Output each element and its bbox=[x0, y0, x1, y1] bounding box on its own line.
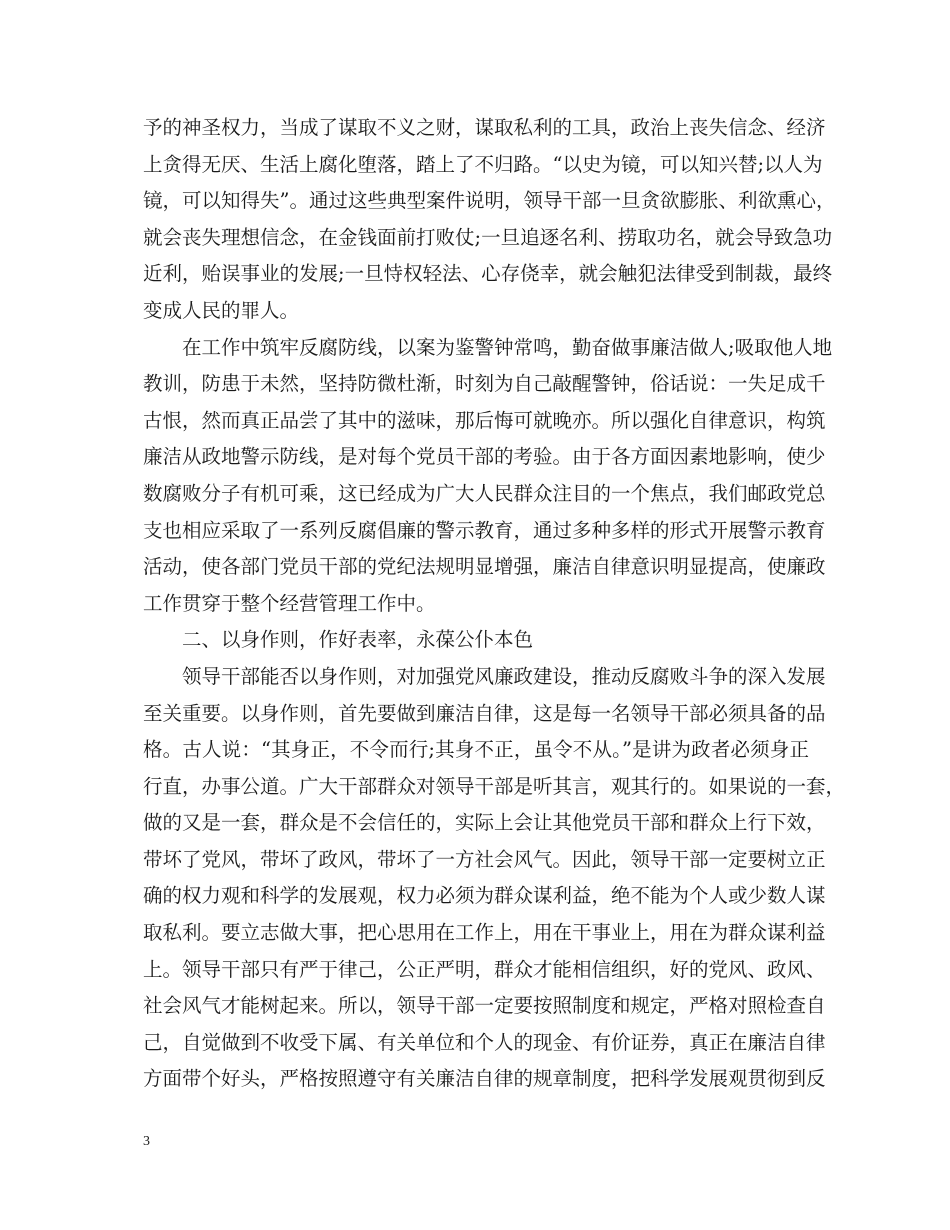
text-line: 取私利。要立志做大事，把心思用在工作上，用在干事业上，用在为群众谋利益 bbox=[143, 921, 826, 945]
text-line: 廉洁从政地警示防线，是对每个党员干部的考验。由于各方面因素地影响，使少 bbox=[143, 445, 826, 469]
text-line: 行直，办事公道。广大干部群众对领导干部是听其言，观其行的。如果说的一套， bbox=[143, 774, 846, 798]
text-line: 活动，使各部门党员干部的党纪法规明显增强，廉洁自律意识明显提高，使廉政 bbox=[143, 555, 826, 579]
text-line: 至关重要。以身作则，首先要做到廉洁自律，这是每一名领导干部必须具备的品 bbox=[143, 701, 826, 725]
text-line: 变成人民的罪人。 bbox=[143, 298, 300, 322]
text-line: 格。古人说：“其身正，不令而行;其身不正，虽令不从。”是讲为政者必须身正 bbox=[143, 738, 809, 762]
text-line: 方面带个好头，严格按照遵守有关廉洁自律的规章制度，把科学发展观贯彻到反 bbox=[143, 1067, 826, 1091]
text-line: 领导干部能否以身作则，对加强党风廉政建设，推动反腐败斗争的深入发展 bbox=[182, 664, 826, 688]
text-line: 就会丧失理想信念，在金钱面前打败仗;一旦追逐名利、捞取功名，就会导致急功 bbox=[143, 225, 833, 249]
text-line: 近利，贻误事业的发展;一旦恃权轻法、心存侥幸，就会触犯法律受到制裁，最终 bbox=[143, 262, 833, 286]
page-number: 3 bbox=[143, 1134, 150, 1149]
text-line: 确的权力观和科学的发展观，权力必须为群众谋利益，绝不能为个人或少数人谋 bbox=[143, 884, 826, 908]
text-line: 己，自觉做到不收受下属、有关单位和个人的现金、有价证券，真正在廉洁自律 bbox=[143, 1030, 826, 1054]
text-line: 在工作中筑牢反腐防线，以案为鉴警钟常鸣，勤奋做事廉洁做人;吸取他人地 bbox=[182, 335, 833, 359]
text-line: 社会风气才能树起来。所以，领导干部一定要按照制度和规定，严格对照检查自 bbox=[143, 994, 826, 1018]
text-line: 古恨，然而真正品尝了其中的滋味，那后悔可就晚亦。所以强化自律意识，构筑 bbox=[143, 408, 826, 432]
text-line: 上。领导干部只有严于律己，公正严明，群众才能相信组织，好的党风、政风、 bbox=[143, 957, 826, 981]
text-line: 教训，防患于未然，坚持防微杜渐，时刻为自己敲醒警钟，俗话说：一失足成千 bbox=[143, 372, 826, 396]
text-line: 上贪得无厌、生活上腐化堕落，踏上了不归路。“以史为镜，可以知兴替;以人为 bbox=[143, 152, 823, 176]
text-line: 做的又是一套，群众是不会信任的，实际上会让其他党员干部和群众上行下效， bbox=[143, 811, 826, 835]
text-line: 镜，可以知得失”。通过这些典型案件说明，领导干部一旦贪欲膨胀、利欲熏心， bbox=[143, 189, 836, 213]
text-line: 支也相应采取了一系列反腐倡廉的警示教育，通过多种多样的形式开展警示教育 bbox=[143, 518, 826, 542]
text-line: 予的神圣权力，当成了谋取不义之财，谋取私利的工具，政治上丧失信念、经济 bbox=[143, 116, 826, 139]
text-line: 数腐败分子有机可乘，这已经成为广大人民群众注目的一个焦点，我们邮政党总 bbox=[143, 481, 826, 505]
body-text bbox=[143, 110, 846, 1098]
text-line: 二、以身作则，作好表率，永葆公仆本色 bbox=[182, 628, 534, 652]
text-line: 工作贯穿于整个经营管理工作中。 bbox=[143, 591, 436, 615]
text-line: 带坏了党风，带坏了政风，带坏了一方社会风气。因此，领导干部一定要树立正 bbox=[143, 847, 826, 871]
